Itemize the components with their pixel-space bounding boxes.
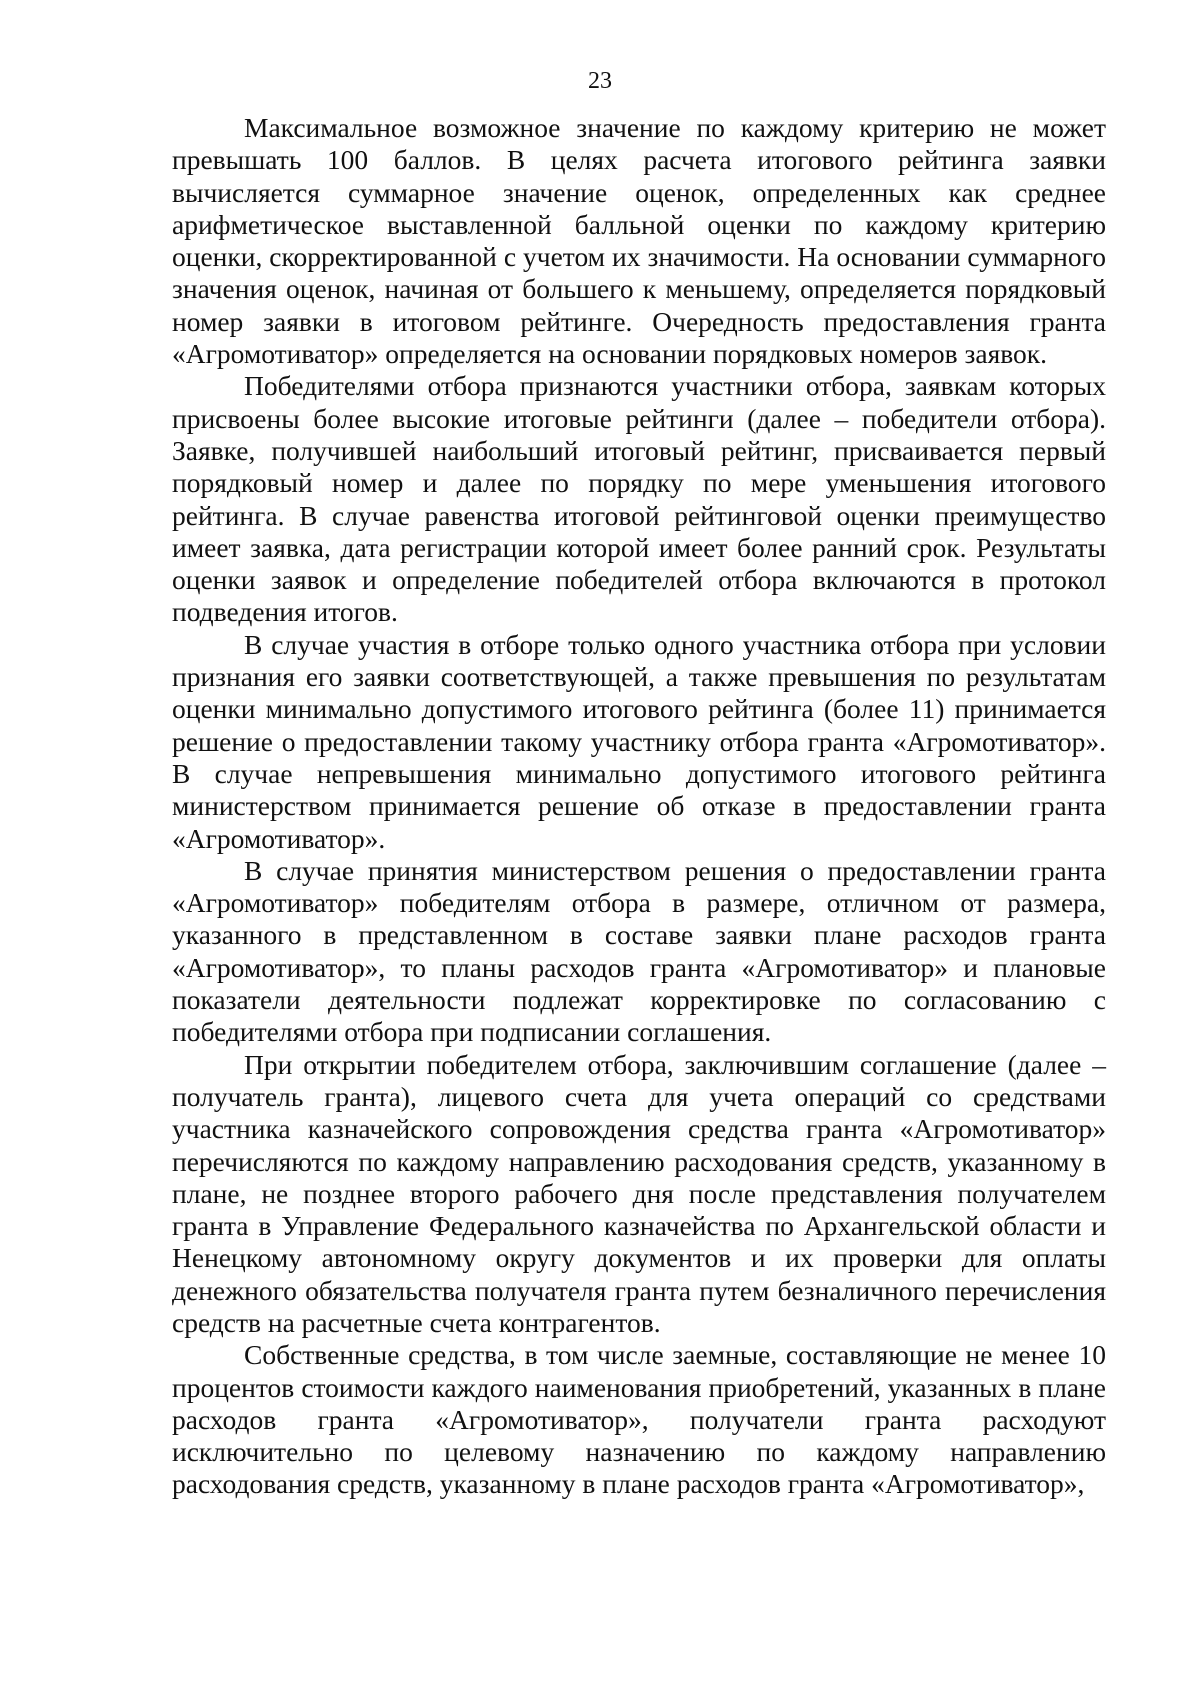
paragraph-own-funds: Собственные средства, в том числе заемные, составляющие не менее 10 процентов стоимости каждого наименования приобретений, указанных в плане расходов гранта «Агромотиватор», получатели гранта расходуют исключительно по целевому назначению по каждому направлению расходования средств, указанному в плане расходов гранта «Агромотиватор», [172, 1339, 1106, 1500]
page-number: 23 [588, 68, 612, 94]
document-body [172, 112, 1106, 1501]
paragraph-single-participant: В случае участия в отборе только одного участника отбора при условии признания его заявки соответствующей, а также превышения по результатам оценки минимально допустимого итогового рейтинга (более 11) принимается решение о предоставлении такому участнику отбора гранта «Агромотиватор». В случае непревышения минимально допустимого итогового рейтинга министерством принимается решение об отказе в предоставлении гранта «Агромотиватор». [172, 628, 1106, 854]
paragraph-grant-amount-adjustment: В случае принятия министерством решения о предоставлении гранта «Агромотиватор» победителям отбора в размере, отличном от размера, указанного в представленном в составе заявки плане расходов гранта «Агромотиватор», то планы расходов гранта «Агромотиватор» и плановые показатели деятельности подлежат корректировке по согласованию с победителями отбора при подписании соглашения. [172, 854, 1106, 1048]
paragraph-selection-winners: Победителями отбора признаются участники отбора, заявкам которых присвоены более высокие итоговые рейтинги (далее – победители отбора). Заявке, получившей наибольший итоговый рейтинг, присваивается первый порядковый номер и далее по порядку по мере уменьшения итогового рейтинга. В случае равенства итоговой рейтинговой оценки преимущество имеет заявка, дата регистрации которой имеет более ранний срок. Результаты оценки заявок и определение победителей отбора включаются в протокол подведения итогов. [172, 370, 1106, 628]
paragraph-treasury-transfer: При открытии победителем отбора, заключившим соглашение (далее – получатель гранта), лицевого счета для учета операций со средствами участника казначейского сопровождения средства гранта «Агромотиватор» перечисляются по каждому направлению расходования средств, указанному в плане, не позднее второго рабочего дня после представления получателем гранта в Управление Федерального казначейства по Архангельской области и Ненецкому автономному округу документов и их проверки для оплаты денежного обязательства получателя гранта путем безналичного перечисления средств на расчетные счета контрагентов. [172, 1048, 1106, 1338]
paragraph-rating-calculation: Максимальное возможное значение по каждому критерию не может превышать 100 баллов. В целях расчета итогового рейтинга заявки вычисляется суммарное значение оценок, определенных как среднее арифметическое выставленной балльной оценки по каждому критерию оценки, скорректированной с учетом их значимости. На основании суммарного значения оценок, начиная от большего к меньшему, определяется порядковый номер заявки в итоговом рейтинге. Очередность предоставления гранта «Агромотиватор» определяется на основании порядковых номеров заявок. [172, 112, 1106, 370]
